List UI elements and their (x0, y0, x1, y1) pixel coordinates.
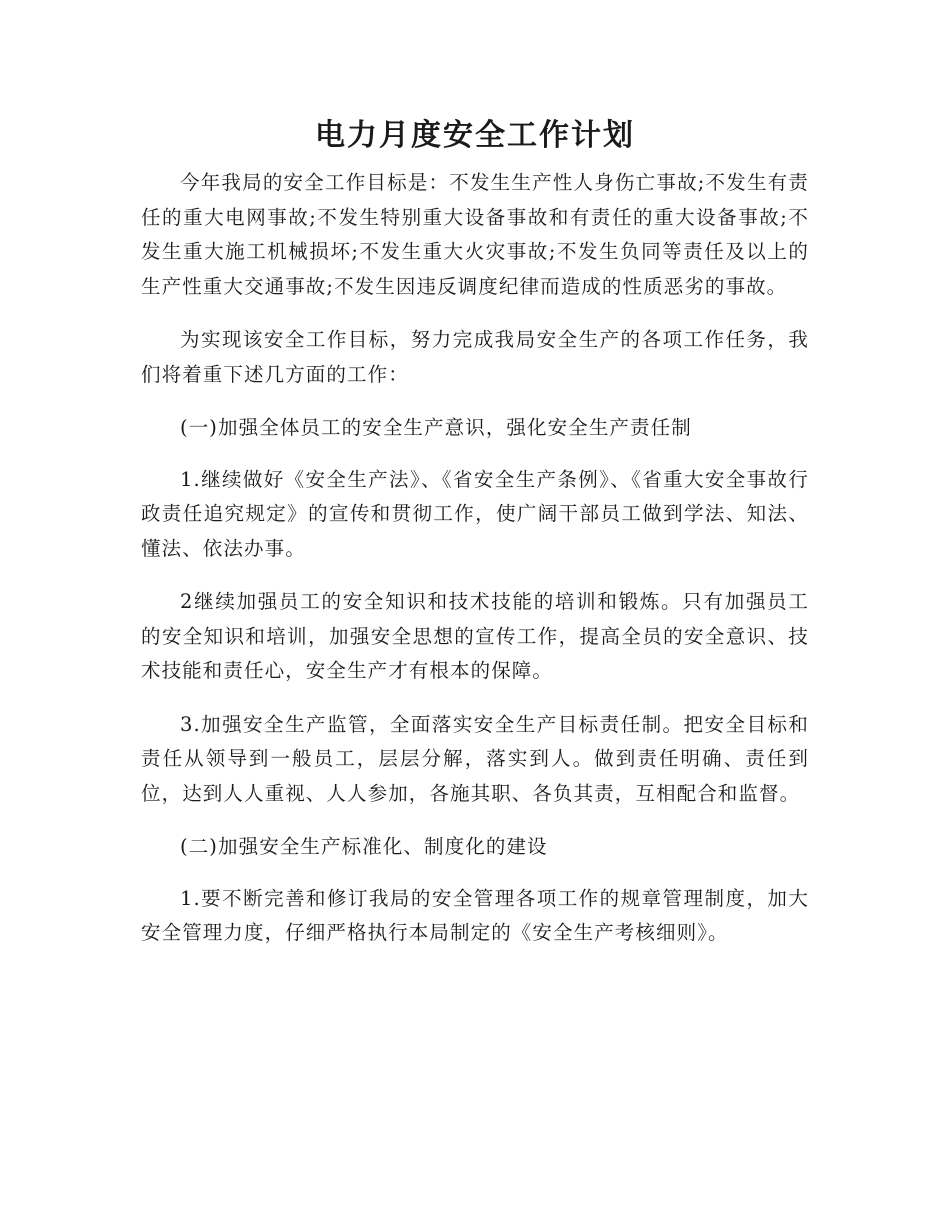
document-title: 电力月度安全工作计划 (315, 118, 635, 153)
section-heading-2: (二)加强安全生产标准化、制度化的建设 (180, 835, 548, 858)
paragraph-intro-tasks: 为实现该安全工作目标，努力完成我局安全生产的各项工作任务，我们将着重下述几方面的工作： (141, 328, 809, 386)
paragraph-safety-goals: 今年我局的安全工作目标是：不发生生产性人身伤亡事故;不发生有责任的重大电网事故;不发生特别重大设备事故和有责任的重大设备事故;不发生重大施工机械损坏;不发生重大火灾事故;不发生负同等责任及以上的生产性重大交通事故;不发生因违反调度纪律而造成的性质恶劣的事故。 (141, 171, 809, 298)
section-heading-1: (一)加强全体员工的安全生产意识，强化安全生产责任制 (180, 416, 692, 439)
paragraph-item-1-3: 3.加强安全生产监管，全面落实安全生产目标责任制。把安全目标和责任从领导到一般员工，层层分解，落实到人。做到责任明确、责任到位，达到人人重视、人人参加，各施其职、各负其责，互相配合和监督。 (141, 712, 809, 805)
paragraph-item-1-2: 2继续加强员工的安全知识和技术技能的培训和锻炼。只有加强员工的安全知识和培训，加强安全思想的宣传工作，提高全员的安全意识、技术技能和责任心，安全生产才有根本的保障。 (141, 590, 809, 682)
paragraph-item-1-1: 1.继续做好《安全生产法》、《省安全生产条例》、《省重大安全事故行政责任追究规定》的宣传和贯彻工作，使广阔干部员工做到学法、知法、懂法、依法办事。 (141, 467, 809, 560)
document-body (141, 166, 809, 970)
paragraph-item-2-1: 1.要不断完善和修订我局的安全管理各项工作的规章管理制度，加大安全管理力度，仔细严格执行本局制定的《安全生产考核细则》。 (141, 886, 809, 944)
